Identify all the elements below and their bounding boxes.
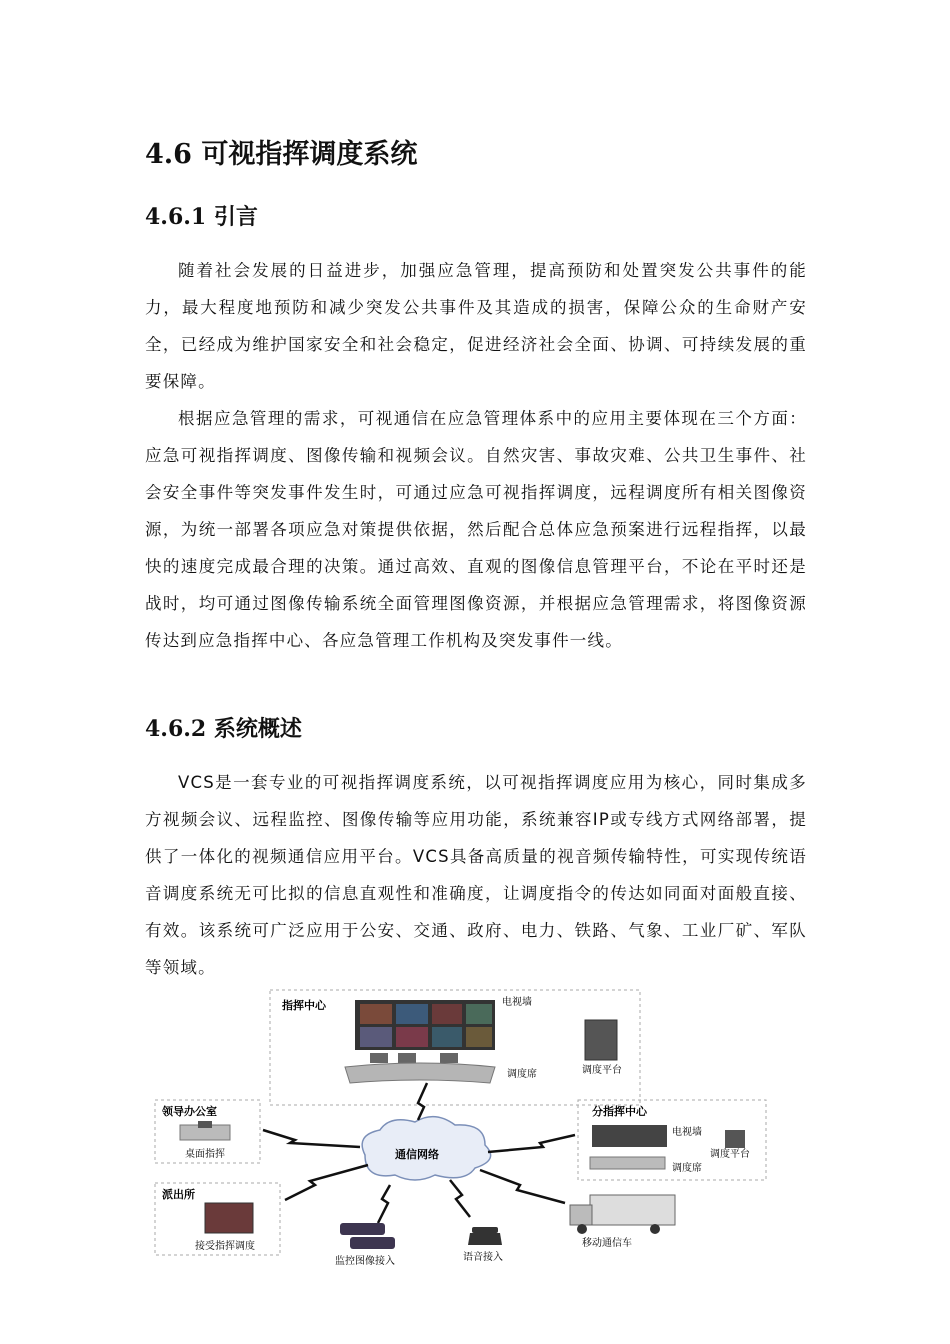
police-receive-label: 接受指挥调度 xyxy=(195,1241,255,1252)
tv-wall-icon xyxy=(355,1000,495,1050)
network-cloud-icon xyxy=(362,1117,490,1180)
command-center-box xyxy=(270,990,640,1105)
leader-office-box xyxy=(155,1100,260,1163)
overview-paragraph: VCS是一套专业的可视指挥调度系统，以可视指挥调度应用为核心，同时集成多方视频会议、远程监控、图像传输等应用功能，系统兼容IP或专线方式网络部署，提供了一体化的视频通信应用平台。VCS具备高质量的视音频传输特性，可实现传统语音调度系统无可比拟的信息直观性和准确度，让调度指令的传达如同面对面般直接、有效。该系统可广泛应用于公安、交通、政府、电力、铁路、气象、工业厂矿、军队等领域。 xyxy=(145,773,807,977)
dispatch-seat-icon xyxy=(345,1053,495,1083)
vehicle-icon xyxy=(570,1195,675,1234)
sub-tv-wall-icon xyxy=(592,1125,667,1147)
subsection-title-intro: 4.6.1 引言 xyxy=(145,204,258,230)
section-title: 4.6 可视指挥调度系统 xyxy=(145,139,418,170)
phone-icon xyxy=(468,1227,502,1245)
monitor-icon xyxy=(205,1203,253,1233)
sub-dispatch-seat-label: 调度席 xyxy=(672,1163,702,1174)
police-station-box xyxy=(155,1183,280,1255)
server-icon xyxy=(585,1020,617,1060)
camera-icon xyxy=(340,1223,395,1249)
sub-tv-wall-label: 电视墙 xyxy=(672,1127,702,1138)
mobile-vehicle-label: 移动通信车 xyxy=(582,1238,632,1249)
sub-center-title: 分指挥中心 xyxy=(592,1105,647,1118)
command-center-title: 指挥中心 xyxy=(282,999,326,1012)
command-dispatch-platform-label: 调度平台 xyxy=(582,1065,622,1076)
subsection-title-overview: 4.6.2 系统概述 xyxy=(145,716,302,742)
sub-server-icon xyxy=(725,1130,745,1148)
command-tv-wall-label: 电视墙 xyxy=(502,997,532,1008)
police-station-title: 派出所 xyxy=(162,1188,195,1201)
monitor-access-label: 监控图像接入 xyxy=(335,1256,395,1267)
sub-dispatch-seat-icon xyxy=(590,1157,665,1169)
leader-desk-label: 桌面指挥 xyxy=(185,1149,225,1160)
system-architecture-diagram xyxy=(150,985,800,1275)
leader-office-title: 领导办公室 xyxy=(162,1105,217,1118)
intro-paragraph-1: 随着社会发展的日益进步，加强应急管理，提高预防和处置突发公共事件的能力，最大程度地预防和减少突发公共事件及其造成的损害，保障公众的生命财产安全，已经成为维护国家安全和社会稳定，促进经济社会全面、协调、可持续发展的重要保障。 xyxy=(145,261,807,391)
command-dispatch-seat-label: 调度席 xyxy=(507,1069,537,1080)
voice-access-label: 语音接入 xyxy=(463,1252,503,1263)
sub-dispatch-platform-label: 调度平台 xyxy=(710,1149,750,1160)
network-label: 通信网络 xyxy=(395,1148,439,1161)
intro-paragraph-2: 根据应急管理的需求，可视通信在应急管理体系中的应用主要体现在三个方面：应急可视指挥调度、图像传输和视频会议。自然灾害、事故灾难、公共卫生事件、社会安全事件等突发事件发生时，可通过应急可视指挥调度，远程调度所有相关图像资源，为统一部署各项应急对策提供依据，然后配合总体应急预案进行远程指挥，以最快的速度完成最合理的决策。通过高效、直观的图像信息管理平台，不论在平时还是战时，均可通过图像传输系统全面管理图像资源，并根据应急管理需求，将图像资源传达到应急指挥中心、各应急管理工作机构及突发事件一线。 xyxy=(145,409,807,650)
sub-center-box xyxy=(578,1100,766,1180)
